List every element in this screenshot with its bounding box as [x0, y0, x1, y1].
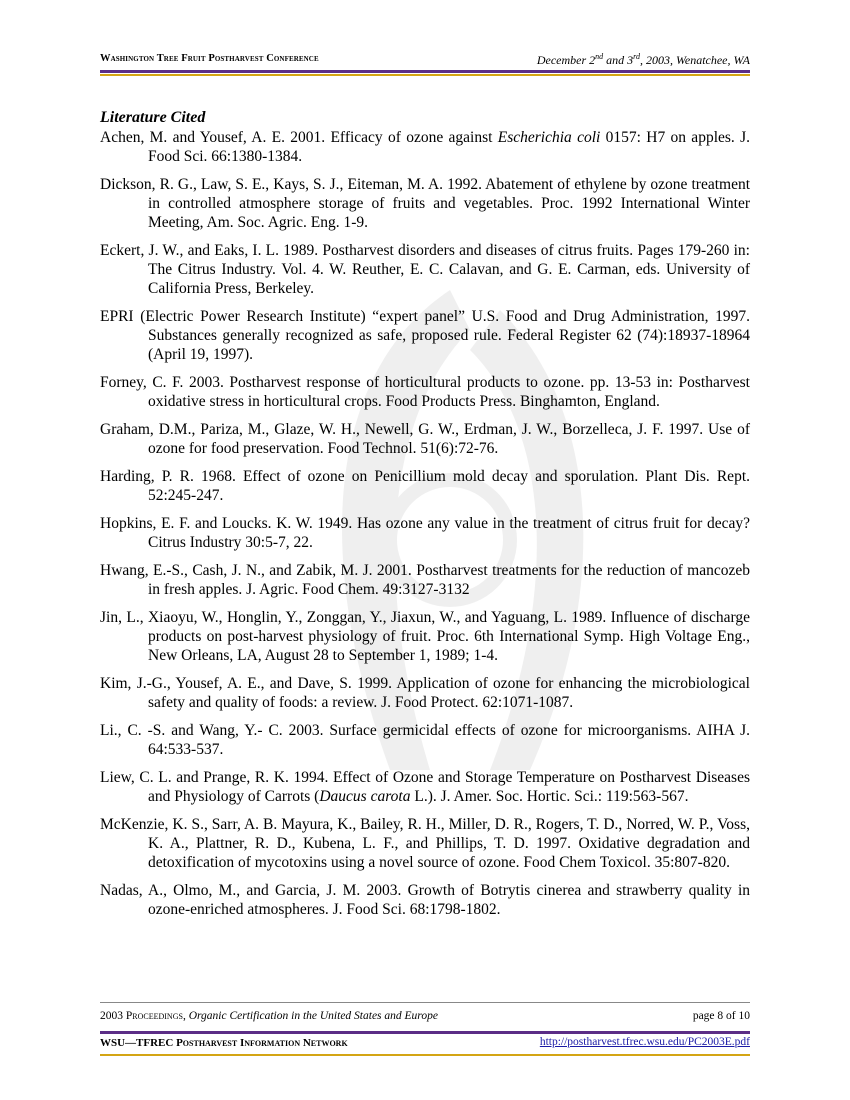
- footer-rule-gold: [100, 1054, 750, 1056]
- reference-list: [100, 128, 750, 928]
- reference-entry: Harding, P. R. 1968. Effect of ozone on Penicillium mold decay and sporulation. Plant Dis. Rept. 52:245-247.: [100, 468, 750, 504]
- footer-network-line: [100, 1036, 750, 1052]
- reference-entry: McKenzie, K. S., Sarr, A. B. Mayura, K., Bailey, R. H., Miller, D. R., Rogers, T. D., Norred, W. P., Voss, K. A., Plattner, R. D., Kubena, L. F., and Phillips, T. D. 1997. Oxidative degradation and detoxification of mycotoxins using a novel source of ozone. Food Chem Toxicol. 35:807-820.: [100, 816, 750, 871]
- section-title: Literature Cited: [100, 109, 206, 126]
- page-header: [100, 50, 750, 70]
- reference-entry: Jin, L., Xiaoyu, W., Honglin, Y., Zonggan, Y., Jiaxun, W., and Yaguang, L. 1989. Influence of discharge products on post-harvest physiology of fruit. Proc. 6th International Symp. High Voltage Eng., New Orleans, LA, August 28 to September 1, 1989; 1-4.: [100, 609, 750, 664]
- document-url-link[interactable]: http://postharvest.tfrec.wsu.edu/PC2003E.pdf: [539, 1036, 750, 1048]
- reference-entry: Kim, J.-G., Yousef, A. E., and Dave, S. 1999. Application of ozone for enhancing the microbiological safety and quality of foods: a review. J. Food Protect. 62:1071-1087.: [100, 675, 750, 711]
- page-number: page 8 of 10: [692, 1010, 750, 1022]
- header-rule-gold: [100, 74, 750, 76]
- reference-entry: Li., C. -S. and Wang, Y.- C. 2003. Surface germicidal effects of ozone for microorganisms. AIHA J. 64:533-537.: [100, 722, 750, 758]
- reference-entry: Nadas, A., Olmo, M., and Garcia, J. M. 2003. Growth of Botrytis cinerea and strawberry quality in ozone-enriched atmospheres. J. Food Sci. 68:1798-1802.: [100, 882, 750, 918]
- reference-entry: Liew, C. L. and Prange, R. K. 1994. Effect of Ozone and Storage Temperature on Postharvest Diseases and Physiology of Carrots (Daucus carota L.). J. Amer. Soc. Hortic. Sci.: 119:563-567.: [100, 769, 750, 805]
- conference-date: December 2nd and 3rd, 2003, Wenatchee, WA: [536, 52, 750, 67]
- reference-entry: Hwang, E.-S., Cash, J. N., and Zabik, M. J. 2001. Postharvest treatments for the reduction of mancozeb in fresh apples. J. Agric. Food Chem. 49:3127-3132: [100, 562, 750, 598]
- reference-entry: Dickson, R. G., Law, S. E., Kays, S. J., Eiteman, M. A. 1992. Abatement of ethylene by ozone treatment in controlled atmosphere storage of fruits and vegetables. Proc. 1992 International Winter Meeting, Am. Soc. Agric. Eng. 1-9.: [100, 176, 750, 231]
- reference-entry: Achen, M. and Yousef, A. E. 2001. Efficacy of ozone against Escherichia coli 0157: H7 on apples. J. Food Sci. 66:1380-1384.: [100, 129, 750, 165]
- reference-entry: Eckert, J. W., and Eaks, I. L. 1989. Postharvest disorders and diseases of citrus fruits. Pages 179-260 in: The Citrus Industry. Vol. 4. W. Reuther, E. C. Calavan, and G. E. Carman, eds. University of California Press, Berkeley.: [100, 242, 750, 297]
- header-rule-purple: [100, 70, 750, 73]
- footer-rule-purple: [100, 1031, 750, 1034]
- reference-entry: Graham, D.M., Pariza, M., Glaze, W. H., Newell, G. W., Erdman, J. W., Borzelleca, J. F. 1997. Use of ozone for food preservation. Food Technol. 51(6):72-76.: [100, 421, 750, 457]
- conference-title: Washington Tree Fruit Postharvest Conference: [100, 53, 319, 64]
- footer-proceedings-line: [100, 1010, 750, 1026]
- footer-divider: [100, 1002, 750, 1003]
- proceedings-citation: 2003 Proceedings, Organic Certification in the United States and Europe: [100, 1010, 438, 1022]
- reference-entry: EPRI (Electric Power Research Institute) “expert panel” U.S. Food and Drug Administration, 1997. Substances generally recognized as safe, proposed rule. Federal Register 62 (74):18937-18964 (April 19, 1997).: [100, 308, 750, 363]
- reference-entry: Forney, C. F. 2003. Postharvest response of horticultural products to ozone. pp. 13-53 in: Postharvest oxidative stress in horticultural crops. Food Products Press. Binghamton, England.: [100, 374, 750, 410]
- network-name: WSU—TFREC Postharvest Information Network: [100, 1037, 348, 1049]
- reference-entry: Hopkins, E. F. and Loucks. K. W. 1949. Has ozone any value in the treatment of citrus fruit for decay? Citrus Industry 30:5-7, 22.: [100, 515, 750, 551]
